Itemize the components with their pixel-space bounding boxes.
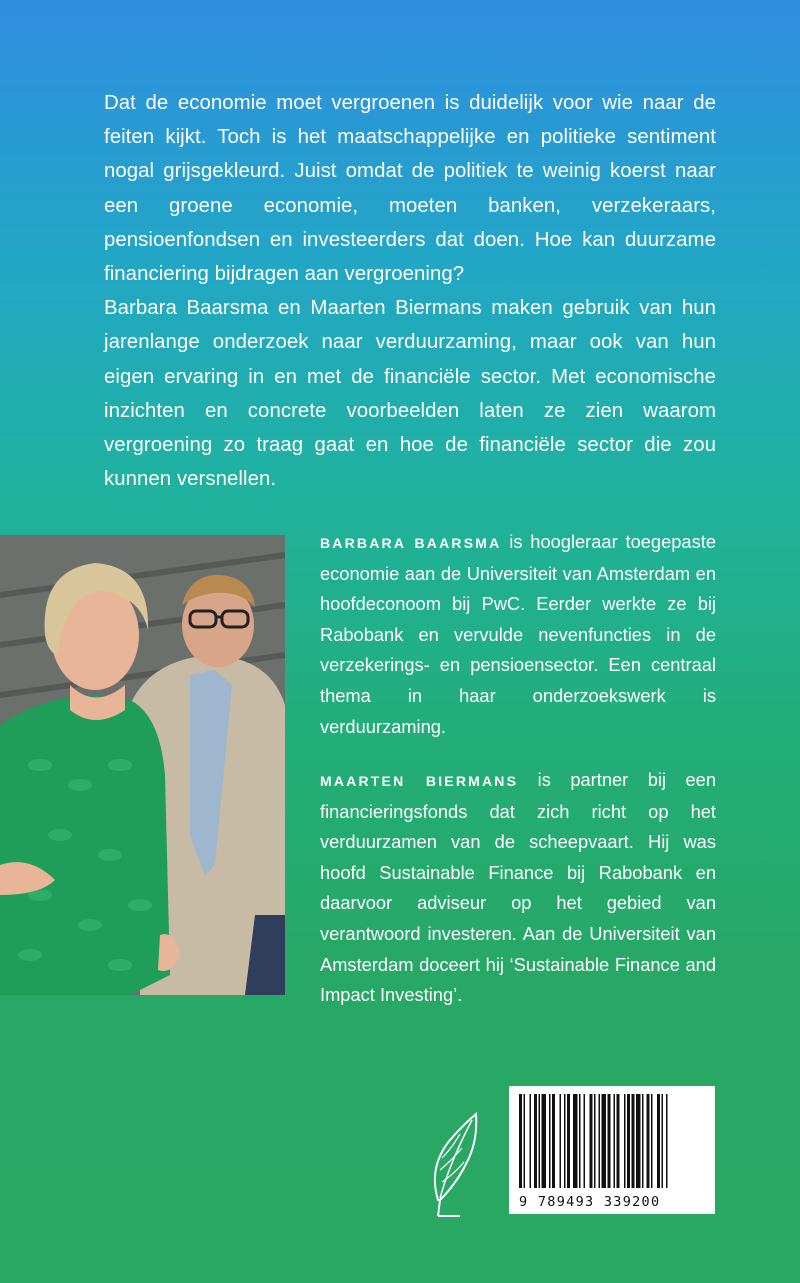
quill-feather-logo-icon (428, 1112, 482, 1218)
barcode (509, 1086, 715, 1214)
blurb-paragraph-1: Dat de economie moet vergroenen is duidelijk voor wie naar de feiten kijkt. Toch is het maatschappelijke en politieke sentiment nogal grijsgekleurd. Juist omdat de politiek te weinig koerst naar een groene economie, moeten banken, verzekeraars, pensioenfondsen en investeerders dat doen. Hoe kan duurzame financiering bijdragen aan vergroening? (104, 92, 716, 286)
author-bio-text-barbara: is hoogleraar toegepaste economie aan de Universiteit van Amsterdam en hoofdeconoom bij PwC. Eerder werkte ze bij Rabobank en vervulde nevenfuncties in de verzekerings- en pensioensector. Een centraal thema in haar onderzoekswerk is verduurzaming. (320, 531, 716, 737)
author-photo-illustration (0, 535, 285, 995)
author-bio-barbara (320, 527, 716, 742)
author-bio-maarten (320, 765, 716, 1011)
barcode-bars (519, 1094, 705, 1188)
author-bio-text-maarten: is partner bij een financieringsfonds dat zich richt op het verduurzamen van de scheepvaart. Hij was hoofd Sustainable Finance bij Rabobank en daarvoor adviseur op het gebied van verantwoord investeren. Aan de Universiteit van Amsterdam doceert hij ‘Sustainable Finance and Impact Investing’. (320, 769, 716, 1006)
author-photo (0, 535, 285, 995)
isbn-number: 9 789493 339200 (519, 1194, 661, 1210)
author-name-maarten: MAARTEN BIERMANS (320, 773, 519, 789)
author-name-barbara: BARBARA BAARSMA (320, 535, 502, 551)
back-cover-blurb (104, 86, 716, 496)
blurb-paragraph-2: Barbara Baarsma en Maarten Biermans maken gebruik van hun jarenlange onderzoek naar verduurzaming, maar ook van hun eigen ervaring in en met de financiële sector. Met economische inzichten en concrete voorbeelden laten ze zien waarom vergroening zo traag gaat en hoe de financiële sector die zou kunnen versnellen. (104, 297, 716, 491)
